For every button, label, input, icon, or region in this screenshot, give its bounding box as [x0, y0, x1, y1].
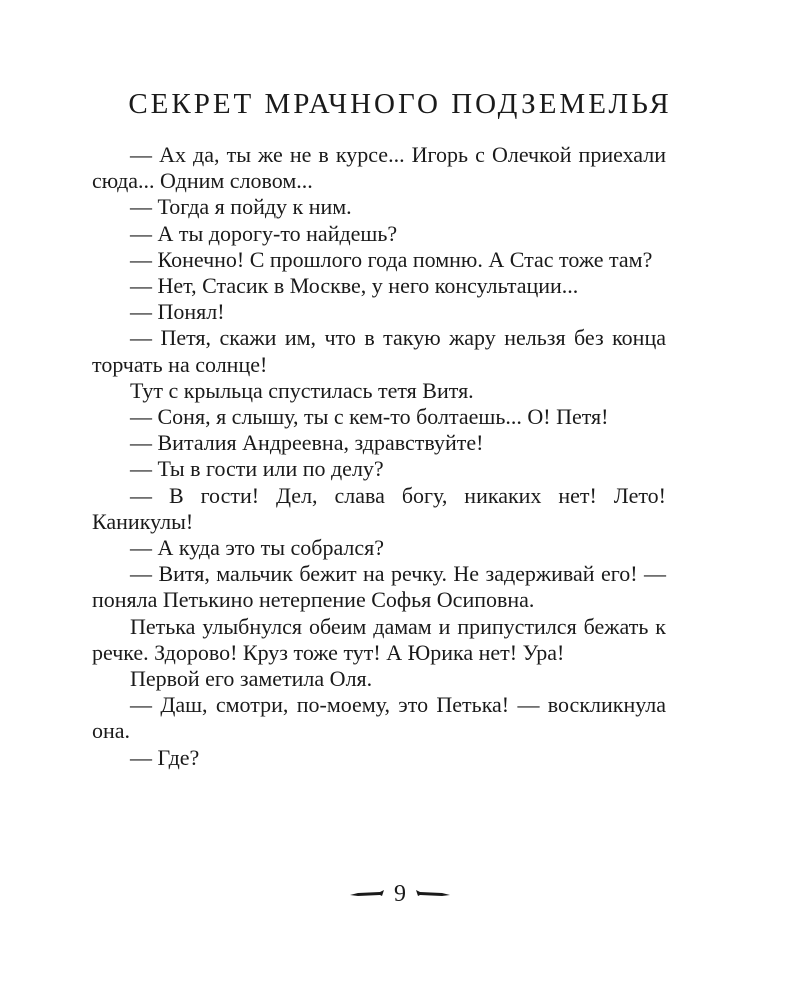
paragraph: — Даш, смотри, по-моему, это Петька! — воскликнула она. — [92, 692, 666, 744]
paragraph: — Виталия Андреевна, здравствуйте! — [130, 430, 484, 456]
paragraph: Первой его заметила Оля. — [130, 666, 373, 692]
paragraph: Тут с крыльца спустилась тетя Витя. — [130, 377, 474, 403]
paragraph: — Нет, Стасик в Москве, у него консультации... — [130, 273, 579, 299]
paragraph: — А куда это ты собрался? — [130, 535, 385, 561]
paragraph: — Где? — [130, 744, 200, 770]
paragraph: Петька улыбнулся обеим дамам и припустился бежать к речке. Здорово! Круз тоже тут! А Юрика нет! Ура! — [92, 613, 666, 665]
paragraph: — Петя, скажи им, что в такую жару нельзя без конца торчать на солнце! — [92, 325, 666, 377]
paragraph: — Витя, мальчик бежит на речку. Не задерживай его! — поняла Петькино нетерпение Софья Осиповна. — [92, 561, 666, 613]
paragraph: — Понял! — [130, 299, 225, 325]
paragraph: — Соня, я слышу, ты с кем-то болтаешь... О! Петя! — [130, 404, 609, 430]
paragraph: — Конечно! С прошлого года помню. А Стас тоже там? — [130, 246, 653, 272]
page-footer — [0, 880, 800, 908]
page-number: 9 — [394, 881, 406, 907]
body-text — [92, 142, 666, 771]
paragraph: — А ты дорогу-то найдешь? — [130, 220, 398, 246]
left-dash-ornament-icon — [350, 888, 384, 900]
running-head: СЕКРЕТ МРАЧНОГО ПОДЗЕМЕЛЬЯ — [128, 88, 672, 120]
paragraph: — Ах да, ты же не в курсе... Игорь с Олечкой приехали сюда... Одним словом... — [92, 142, 666, 194]
paragraph: — В гости! Дел, слава богу, никаких нет! Лето! Каникулы! — [92, 482, 666, 534]
right-dash-ornament-icon — [416, 888, 450, 900]
paragraph: — Тогда я пойду к ним. — [130, 194, 352, 220]
paragraph: — Ты в гости или по делу? — [130, 456, 384, 482]
